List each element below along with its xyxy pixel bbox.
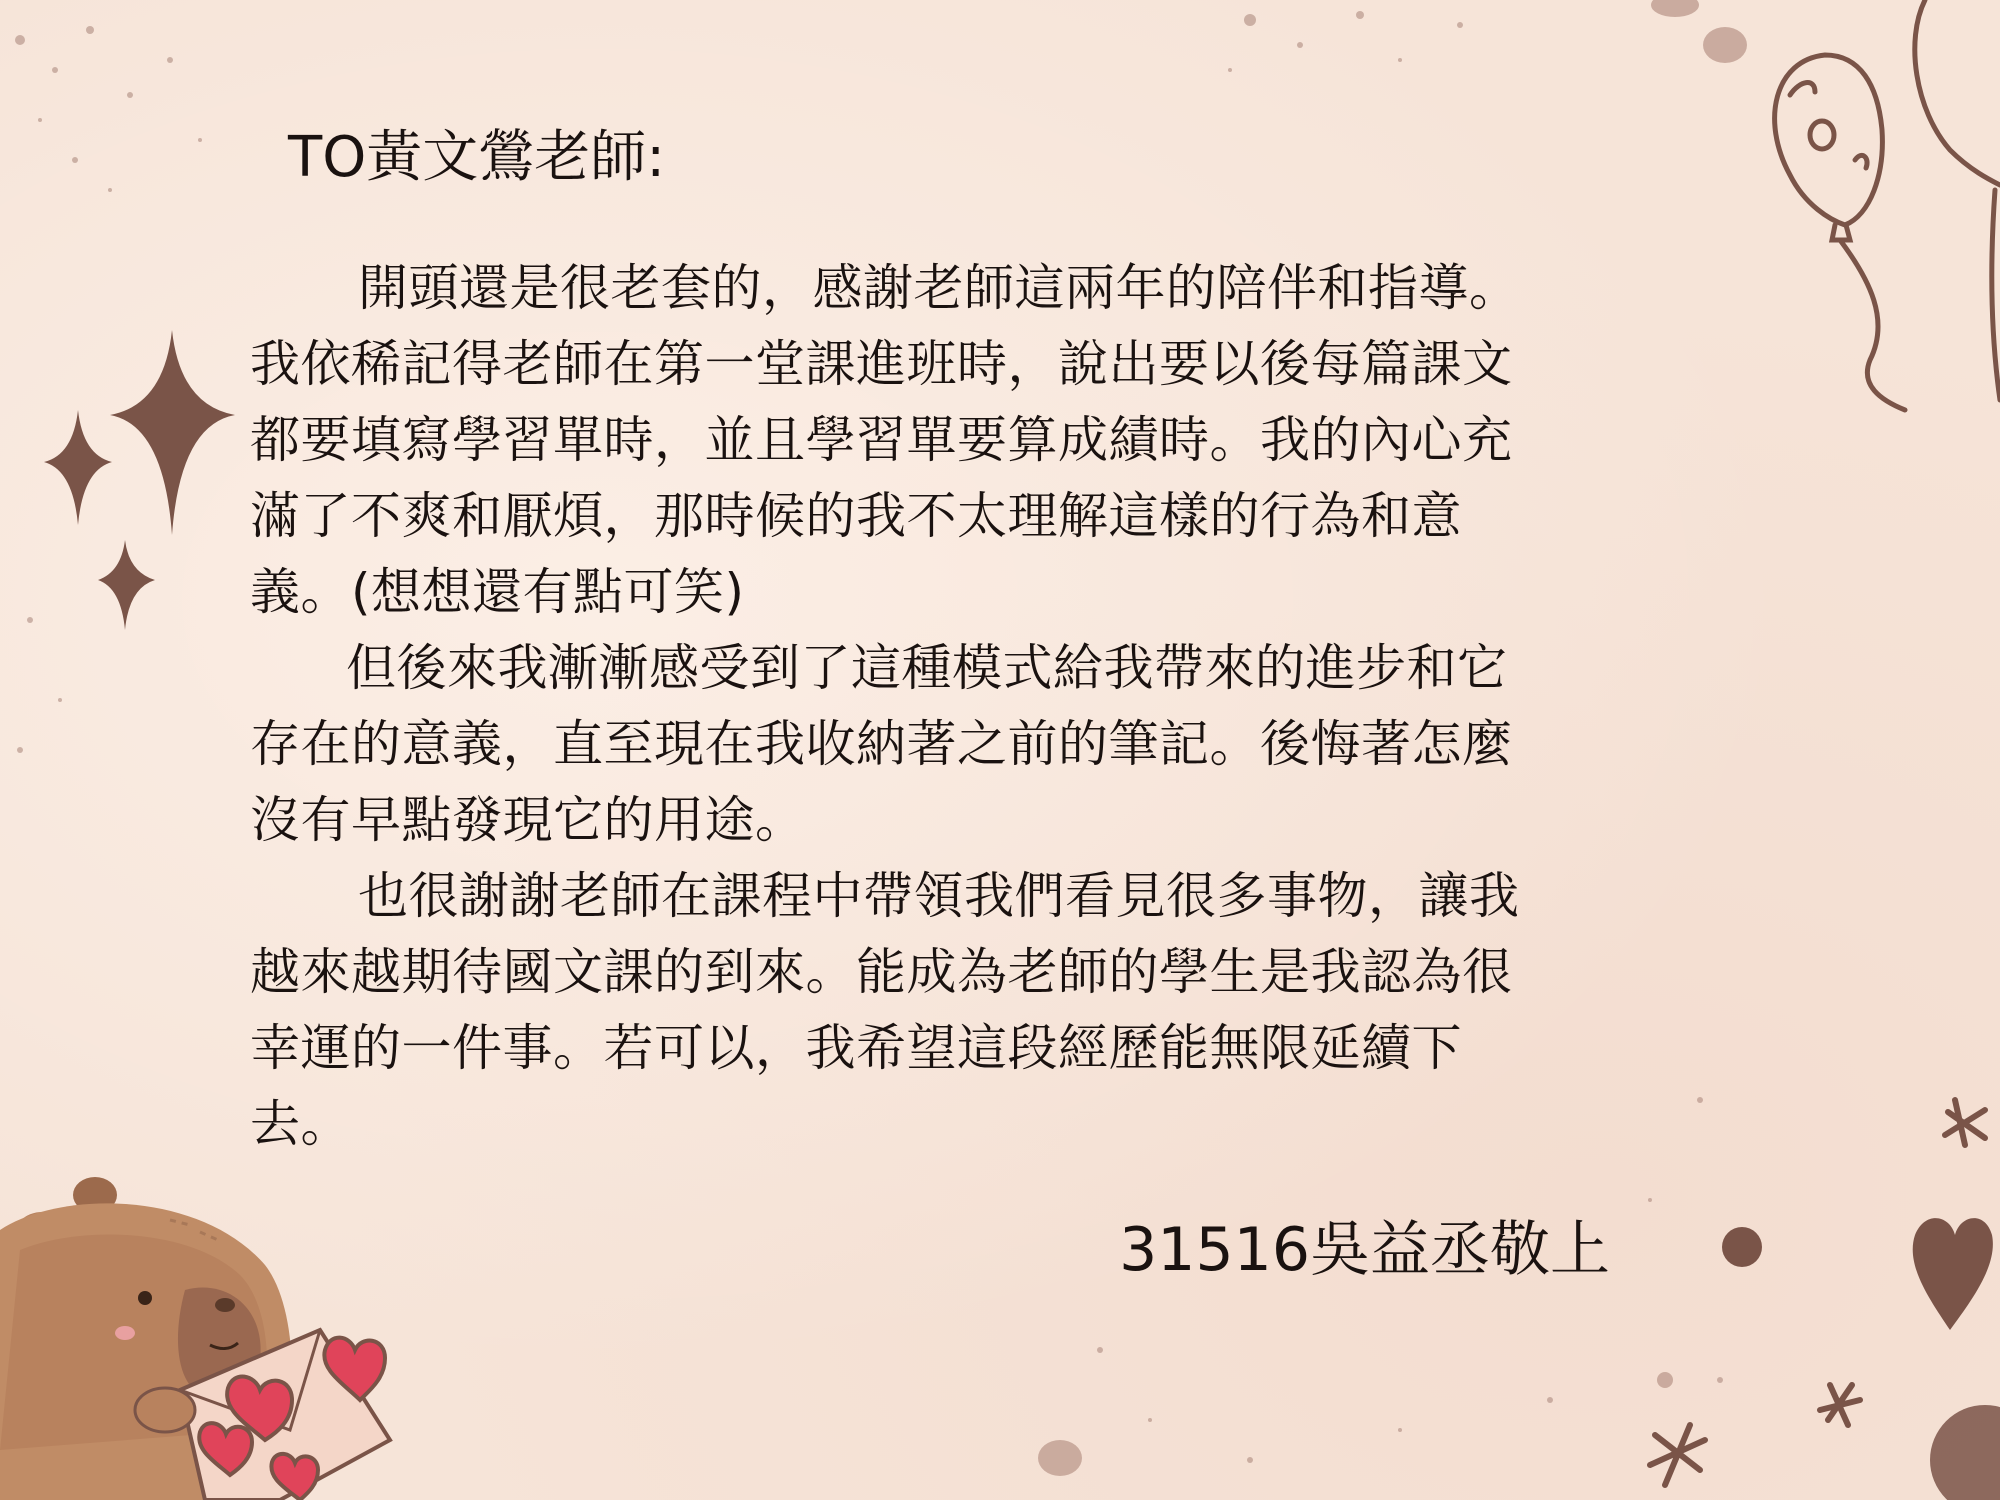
paragraph-1 [250,250,1630,630]
paragraph-line: 但後來我漸漸感受到了這種模式給我帶來的進步和它 [346,639,1508,697]
paragraph-line: 越來越期待國文課的到來。能成為老師的學生是我認為很 [250,943,1513,1001]
paragraph-line: 存在的意義，直至現在我收納著之前的筆記。後悔著怎麼 [250,715,1513,773]
letter-salutation: TO黃文鶯老師: [288,125,666,190]
paragraph-line: 也很謝謝老師在課程中帶領我們看見很多事物，讓我 [358,867,1520,925]
paragraph-line: 義。(想想還有點可笑) [250,563,745,621]
balloon-icons [1775,0,2000,410]
letter-body [250,250,1630,1162]
sparkle-small-icon [98,540,155,630]
sparkle-icons [44,330,235,630]
letter-signature: 31516吳益丞敬上 [1119,1215,1610,1285]
balloon-icon [1775,55,1883,225]
paragraph-3 [250,858,1630,1162]
paragraph-line: 我依稀記得老師在第一堂課進班時，說出要以後每篇課文 [250,335,1513,393]
bottom-right-decor [1722,1218,2000,1500]
sparkle-medium-icon [44,410,112,525]
balloon-icon-2 [1915,0,2000,185]
paragraph-line: 開頭還是很老套的，感謝老師這兩年的陪伴和指導。 [358,259,1520,317]
paragraph-2 [250,630,1630,858]
heart-icon [1913,1218,1993,1330]
paragraph-line: 去。 [250,1095,351,1153]
paragraph-line: 滿了不爽和厭煩，那時候的我不太理解這樣的行為和意 [250,487,1462,545]
paragraph-line: 都要填寫學習單時，並且學習單要算成績時。我的內心充 [250,411,1513,469]
sparkle-large-icon [110,330,235,535]
paragraph-line: 沒有早點發現它的用途。 [250,791,806,849]
paragraph-line: 幸運的一件事。若可以，我希望這段經歷能無限延續下 [250,1019,1462,1077]
capybara-illustration [0,1177,390,1500]
dot-icon [1722,1227,1762,1267]
